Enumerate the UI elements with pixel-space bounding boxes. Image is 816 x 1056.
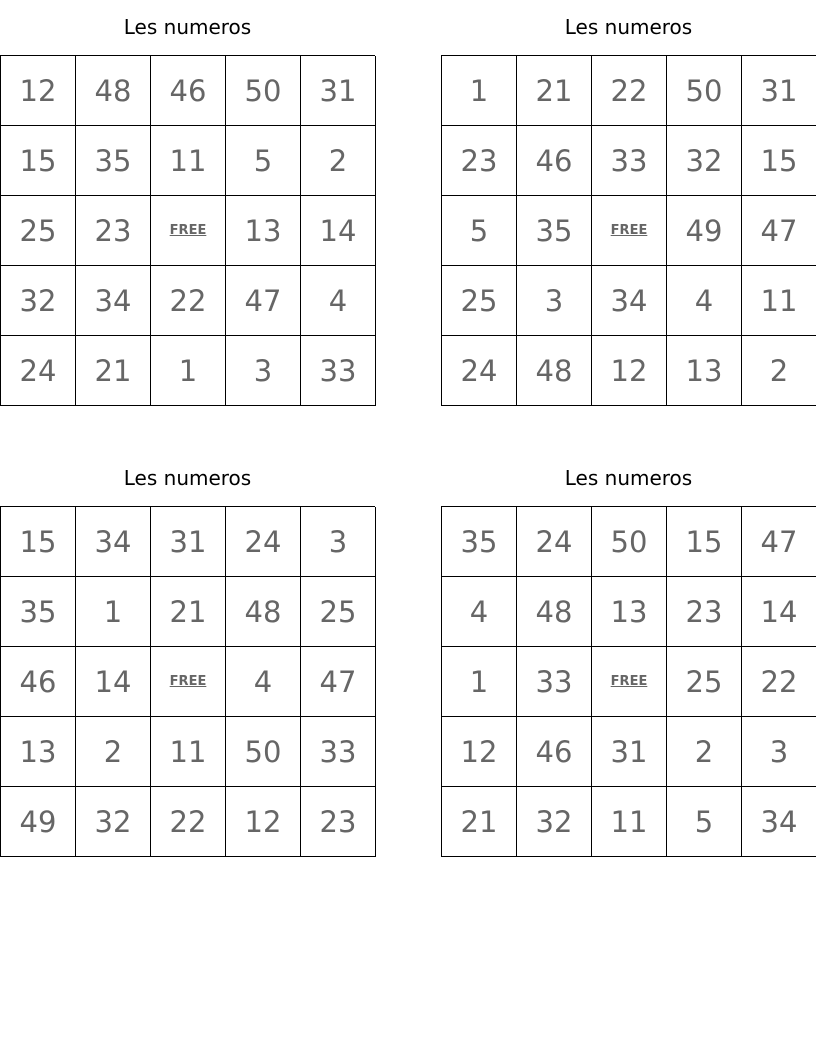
bingo-card-3 (0, 451, 375, 857)
bingo-cell: 22 (151, 266, 226, 336)
bingo-cell: 4 (301, 266, 376, 336)
bingo-cell: 33 (592, 126, 667, 196)
bingo-cell: 50 (226, 717, 301, 787)
bingo-card-4 (441, 451, 816, 857)
bingo-cell: 22 (151, 787, 226, 857)
bingo-cell: 4 (667, 266, 742, 336)
bingo-cell: 21 (442, 787, 517, 857)
free-space: FREE (592, 647, 667, 717)
bingo-cell: 47 (742, 507, 816, 577)
bingo-cell: 1 (442, 647, 517, 717)
bingo-cell: 23 (442, 126, 517, 196)
bingo-cell: 12 (592, 336, 667, 406)
bingo-cell: 49 (667, 196, 742, 266)
bingo-cell: 14 (301, 196, 376, 266)
bingo-cell: 24 (1, 336, 76, 406)
bingo-cell: 25 (667, 647, 742, 717)
bingo-cell: 48 (517, 336, 592, 406)
bingo-cell: 1 (151, 336, 226, 406)
bingo-cell: 34 (742, 787, 816, 857)
bingo-grid (441, 55, 816, 406)
bingo-cell: 24 (517, 507, 592, 577)
bingo-cell: 2 (742, 336, 816, 406)
bingo-cell: 12 (1, 56, 76, 126)
bingo-cell: 35 (1, 577, 76, 647)
bingo-cell: 33 (517, 647, 592, 717)
card-title: Les numeros (564, 15, 693, 39)
bingo-cell: 21 (151, 577, 226, 647)
bingo-cell: 31 (301, 56, 376, 126)
bingo-cell: 32 (517, 787, 592, 857)
bingo-cell: 2 (667, 717, 742, 787)
bingo-card-2 (441, 0, 816, 406)
bingo-grid (0, 506, 375, 857)
bingo-cell: 25 (301, 577, 376, 647)
bingo-cell: 46 (151, 56, 226, 126)
bingo-cell: 2 (76, 717, 151, 787)
bingo-cell: 5 (442, 196, 517, 266)
bingo-cell: 23 (301, 787, 376, 857)
free-space: FREE (151, 196, 226, 266)
bingo-cell: 31 (151, 507, 226, 577)
bingo-grid (0, 55, 375, 406)
free-space: FREE (592, 196, 667, 266)
bingo-cell: 50 (667, 56, 742, 126)
bingo-cell: 34 (76, 266, 151, 336)
bingo-cell: 21 (76, 336, 151, 406)
bingo-cell: 48 (517, 577, 592, 647)
bingo-cell: 13 (592, 577, 667, 647)
bingo-cell: 46 (1, 647, 76, 717)
bingo-cell: 22 (592, 56, 667, 126)
bingo-cell: 25 (442, 266, 517, 336)
bingo-cell: 25 (1, 196, 76, 266)
card-title: Les numeros (123, 466, 252, 490)
bingo-cell: 24 (442, 336, 517, 406)
bingo-cell: 12 (226, 787, 301, 857)
bingo-cell: 22 (742, 647, 816, 717)
bingo-cell: 5 (226, 126, 301, 196)
bingo-cell: 32 (667, 126, 742, 196)
bingo-cell: 3 (226, 336, 301, 406)
bingo-cell: 2 (301, 126, 376, 196)
bingo-cell: 50 (226, 56, 301, 126)
bingo-cell: 11 (151, 717, 226, 787)
bingo-cell: 13 (667, 336, 742, 406)
bingo-cell: 34 (592, 266, 667, 336)
bingo-cell: 31 (742, 56, 816, 126)
bingo-cell: 13 (226, 196, 301, 266)
bingo-cell: 15 (1, 507, 76, 577)
bingo-cell: 35 (76, 126, 151, 196)
bingo-cell: 34 (76, 507, 151, 577)
bingo-cell: 5 (667, 787, 742, 857)
bingo-cell: 31 (592, 717, 667, 787)
bingo-cell: 35 (517, 196, 592, 266)
bingo-cell: 14 (76, 647, 151, 717)
bingo-cell: 32 (1, 266, 76, 336)
bingo-cell: 15 (742, 126, 816, 196)
bingo-cell: 32 (76, 787, 151, 857)
bingo-cell: 47 (226, 266, 301, 336)
bingo-cell: 1 (76, 577, 151, 647)
bingo-cell: 11 (742, 266, 816, 336)
bingo-cell: 33 (301, 336, 376, 406)
bingo-cell: 21 (517, 56, 592, 126)
bingo-card-1 (0, 0, 375, 406)
bingo-cell: 3 (742, 717, 816, 787)
bingo-cell: 1 (442, 56, 517, 126)
bingo-cell: 15 (667, 507, 742, 577)
bingo-cell: 3 (301, 507, 376, 577)
bingo-cell: 46 (517, 717, 592, 787)
bingo-cell: 49 (1, 787, 76, 857)
bingo-cell: 23 (76, 196, 151, 266)
bingo-cell: 35 (442, 507, 517, 577)
bingo-cell: 14 (742, 577, 816, 647)
bingo-cell: 47 (301, 647, 376, 717)
bingo-cell: 4 (226, 647, 301, 717)
bingo-cell: 15 (1, 126, 76, 196)
bingo-cell: 11 (151, 126, 226, 196)
bingo-cell: 12 (442, 717, 517, 787)
card-title: Les numeros (564, 466, 693, 490)
bingo-cell: 48 (226, 577, 301, 647)
bingo-grid (441, 506, 816, 857)
bingo-cell: 50 (592, 507, 667, 577)
bingo-cell: 47 (742, 196, 816, 266)
bingo-cell: 33 (301, 717, 376, 787)
bingo-cell: 4 (442, 577, 517, 647)
bingo-cell: 3 (517, 266, 592, 336)
card-title: Les numeros (123, 15, 252, 39)
bingo-cell: 11 (592, 787, 667, 857)
free-space: FREE (151, 647, 226, 717)
bingo-cell: 23 (667, 577, 742, 647)
bingo-cell: 13 (1, 717, 76, 787)
bingo-cell: 48 (76, 56, 151, 126)
bingo-cell: 24 (226, 507, 301, 577)
bingo-cell: 46 (517, 126, 592, 196)
